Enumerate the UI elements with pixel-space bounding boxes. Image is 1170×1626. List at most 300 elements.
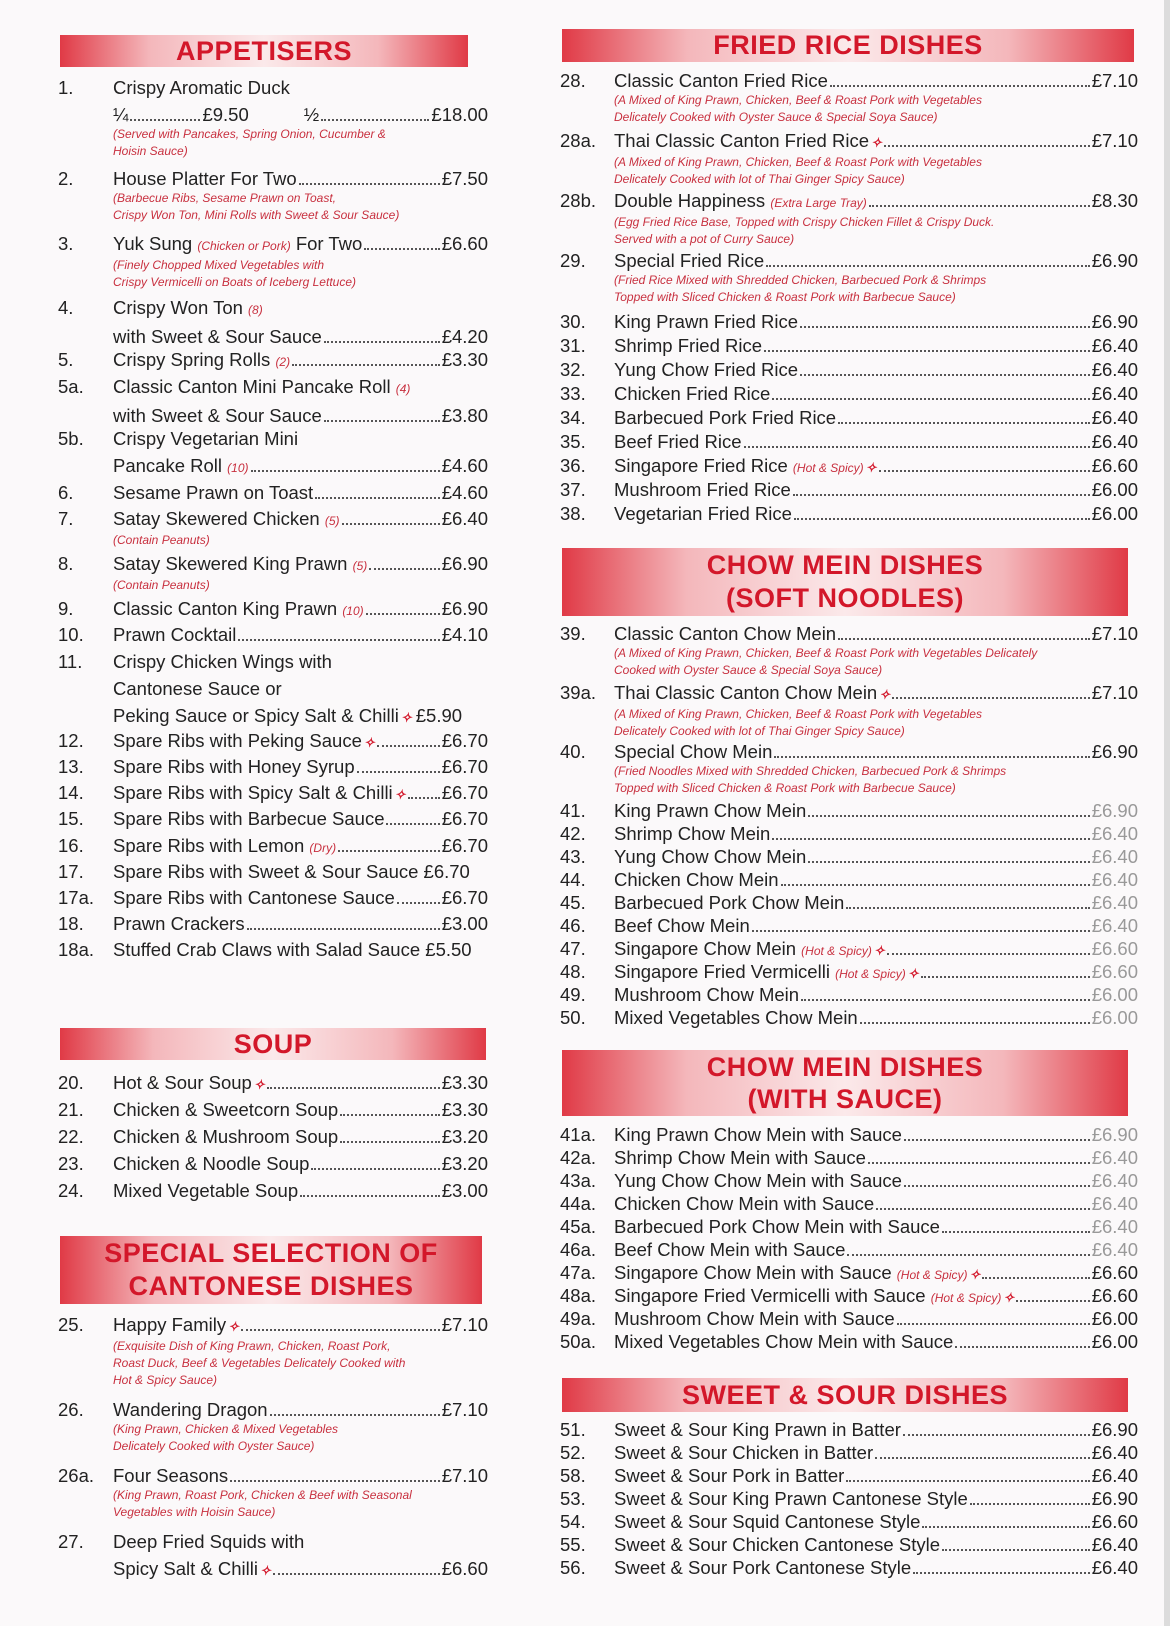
item-number: 27. — [58, 1531, 84, 1552]
dot-leader — [913, 1572, 1090, 1574]
item-price: £6.40 — [1091, 1465, 1138, 1486]
item-description: (Egg Fried Rice Base, Topped with Crispy Chicken Fillet & Crispy Duck. — [614, 215, 995, 229]
special-title-line2: CANTONESE DISHES — [128, 1271, 414, 1301]
item-name: Yung Chow Fried Rice — [614, 359, 799, 380]
dot-leader — [340, 1141, 440, 1143]
menu-item-53 — [560, 1488, 1138, 1510]
page-edge — [1164, 0, 1170, 1626]
item-name: £9.50 — [202, 104, 249, 125]
item-name: Prawn Crackers — [113, 913, 245, 934]
chili-icon: ✧ — [870, 135, 882, 150]
item-price: £6.90 — [1091, 1124, 1138, 1145]
menu-item-42 — [560, 823, 1138, 845]
item-tag: (Hot & Spicy) — [930, 1291, 1002, 1305]
dot-leader — [386, 823, 439, 825]
item-price: £6.90 — [441, 553, 488, 574]
item-name: Sweet & Sour Pork in Batter — [614, 1465, 845, 1486]
item-price: £3.00 — [441, 1180, 488, 1201]
item-name: Thai Classic Canton Chow Mein — [614, 682, 878, 703]
item-name: Crispy Won Ton — [113, 297, 243, 318]
item-number: 16. — [58, 835, 84, 856]
menu-item-30 — [560, 311, 1138, 333]
dot-leader — [251, 470, 440, 472]
item-price: £6.40 — [1091, 335, 1138, 356]
item-name: Singapore Fried Vermicelli — [614, 961, 830, 982]
dot-leader — [338, 850, 440, 852]
menu-item-50a — [560, 1331, 1138, 1353]
item-number: 22. — [58, 1126, 84, 1147]
menu-item-5a — [58, 376, 488, 427]
item-price: £6.90 — [1091, 1419, 1138, 1440]
menu-item-49a — [560, 1308, 1138, 1330]
menu-item-1 — [58, 77, 488, 160]
item-description: Hot & Spicy Sauce) — [113, 1373, 218, 1387]
menu-item-18 — [58, 913, 488, 935]
item-description: (A Mixed of King Prawn, Chicken, Beef & Roast Pork with Vegetables — [614, 707, 982, 721]
item-name: Mixed Vegetables Chow Mein with Sauce — [614, 1331, 954, 1352]
item-price: £3.80 — [441, 405, 488, 426]
dot-leader — [772, 838, 1089, 840]
dot-leader — [764, 350, 1090, 352]
dot-leader — [860, 1022, 1090, 1024]
dot-leader — [238, 639, 439, 641]
item-price: £6.40 — [1091, 383, 1138, 404]
item-name: Pancake Roll — [113, 455, 223, 476]
item-name: Singapore Fried Vermicelli with Sauce — [614, 1285, 926, 1306]
item-number: 5b. — [58, 428, 84, 449]
item-number: 47. — [560, 938, 586, 959]
item-name: Spare Ribs with Lemon — [113, 835, 305, 856]
item-number: 45. — [560, 892, 586, 913]
item-price: £6.40 — [441, 508, 488, 529]
menu-item-25 — [58, 1314, 488, 1389]
item-name: Satay Skewered Chicken — [113, 508, 320, 529]
item-price: £6.60 — [1091, 455, 1138, 476]
dot-leader — [321, 119, 429, 121]
chili-icon: ✧ — [394, 787, 406, 802]
menu-item-36 — [560, 455, 1138, 479]
item-number: 29. — [560, 250, 586, 271]
item-name: Barbecued Pork Chow Mein — [614, 892, 845, 913]
item-name: House Platter For Two — [113, 168, 297, 189]
item-description: Topped with Sliced Chicken & Roast Pork with Barbecue Sauce) — [614, 290, 956, 304]
dot-leader — [808, 861, 1089, 863]
menu-item-26a — [58, 1465, 488, 1521]
chili-icon: ✧ — [1003, 1290, 1015, 1305]
item-name: Wandering Dragon — [113, 1399, 268, 1420]
menu-item-5 — [58, 349, 488, 373]
menu-item-48a — [560, 1285, 1138, 1309]
menu-item-33 — [560, 383, 1138, 405]
item-name: Classic Canton King Prawn — [113, 598, 338, 619]
item-number: 50a. — [560, 1331, 597, 1352]
item-number: 5. — [58, 349, 74, 370]
item-number: 54. — [560, 1511, 586, 1532]
item-name: with Sweet & Sour Sauce — [113, 405, 322, 426]
dot-leader — [892, 697, 1090, 699]
soup-header — [60, 1028, 486, 1060]
item-name: Chicken Chow Mein — [614, 869, 779, 890]
item-name: Spare Ribs with Cantonese Sauce — [113, 887, 395, 908]
item-tag: (10) — [342, 604, 364, 618]
menu-item-46 — [560, 915, 1138, 937]
dot-leader — [366, 613, 440, 615]
item-name: Chicken Fried Rice — [614, 383, 771, 404]
item-number: 43. — [560, 846, 586, 867]
item-price: £3.00 — [441, 913, 488, 934]
dot-leader — [942, 1549, 1090, 1551]
item-price: £7.10 — [1091, 130, 1138, 151]
item-price: £7.10 — [1091, 70, 1138, 91]
item-name: Shrimp Fried Rice — [614, 335, 763, 356]
item-price: £6.40 — [1091, 915, 1138, 936]
item-number: 33. — [560, 383, 586, 404]
dot-leader — [846, 907, 1089, 909]
dot-leader — [324, 341, 440, 343]
menu-item-27 — [58, 1531, 488, 1582]
item-number: 26. — [58, 1399, 84, 1420]
item-name: ¼ — [113, 104, 129, 125]
item-price: £6.00 — [1091, 503, 1138, 524]
menu-item-34 — [560, 407, 1138, 429]
dot-leader — [847, 1254, 1089, 1256]
chili-icon: ✧ — [363, 735, 375, 750]
item-price: £6.40 — [1091, 431, 1138, 452]
item-number: 36. — [560, 455, 586, 476]
dot-leader — [241, 1329, 440, 1331]
item-name: Classic Canton Chow Mein — [614, 623, 837, 644]
menu-item-45 — [560, 892, 1138, 914]
item-tag: (5) — [324, 514, 340, 528]
item-number: 18a. — [58, 939, 95, 960]
item-number: 5a. — [58, 376, 84, 397]
item-price: £6.90 — [1091, 311, 1138, 332]
item-tag: (10) — [227, 461, 249, 475]
item-name: Sweet & Sour Pork Cantonese Style — [614, 1557, 912, 1578]
menu-item-52 — [560, 1442, 1138, 1464]
dot-leader — [772, 398, 1089, 400]
menu-item-41 — [560, 800, 1138, 822]
item-name: Chicken & Mushroom Soup — [113, 1126, 339, 1147]
item-description: Hoisin Sauce) — [113, 144, 188, 158]
item-name: Yuk Sung — [113, 233, 193, 254]
item-tag: (Hot & Spicy) — [792, 461, 864, 475]
menu-item-6 — [58, 482, 488, 504]
item-price: £6.00 — [1091, 479, 1138, 500]
item-price: £6.40 — [1091, 407, 1138, 428]
item-price: £4.20 — [441, 326, 488, 347]
item-name: Spare Ribs with Honey Syrup — [113, 756, 355, 777]
dot-leader — [781, 884, 1090, 886]
item-price: £7.10 — [1091, 623, 1138, 644]
item-name: Thai Classic Canton Fried Rice — [614, 130, 869, 151]
item-number: 58. — [560, 1465, 586, 1486]
item-price: £5.90 — [415, 705, 463, 726]
dot-leader — [800, 326, 1090, 328]
item-number: 23. — [58, 1153, 84, 1174]
menu-item-4 — [58, 297, 488, 348]
item-name: Shrimp Chow Mein with Sauce — [614, 1147, 866, 1168]
item-number: 34. — [560, 407, 586, 428]
item-number: 42a. — [560, 1147, 597, 1168]
item-price: £7.50 — [441, 168, 488, 189]
chow-mein-soft-header — [562, 548, 1128, 616]
dot-leader — [315, 497, 440, 499]
item-number: 26a. — [58, 1465, 95, 1486]
item-name: Spare Ribs with Peking Sauce — [113, 730, 362, 751]
item-description: Roast Duck, Beef & Vegetables Delicately Cooked with — [113, 1356, 406, 1370]
menu-item-38 — [560, 503, 1138, 525]
item-name: Sweet & Sour Chicken in Batter — [614, 1442, 874, 1463]
dot-leader — [942, 1231, 1090, 1233]
item-price: £3.30 — [441, 1072, 488, 1093]
item-price: £6.00 — [1091, 1308, 1138, 1329]
item-description: (Finely Chopped Mixed Vegetables with — [113, 258, 325, 272]
item-number: 1. — [58, 77, 74, 98]
menu-item-28 — [560, 70, 1138, 126]
menu-item-3 — [58, 233, 488, 291]
dot-leader — [970, 1503, 1090, 1505]
item-price: £6.40 — [1091, 1170, 1138, 1191]
dot-leader — [793, 494, 1090, 496]
dot-leader — [887, 953, 1090, 955]
item-price: £6.60 — [1091, 1285, 1138, 1306]
item-description: Served with a pot of Curry Sauce) — [614, 232, 795, 246]
dot-leader — [300, 1195, 440, 1197]
item-name: Peking Sauce or Spicy Salt & Chilli — [113, 705, 399, 726]
dot-leader — [364, 248, 439, 250]
item-name: Sweet & Sour Chicken Cantonese Style — [614, 1534, 940, 1555]
chow-sauce-title-line2: (WITH SAUCE) — [747, 1084, 943, 1114]
menu-item-40 — [560, 741, 1138, 797]
item-name: with Sweet & Sour Sauce — [113, 326, 322, 347]
menu-item-16 — [58, 835, 488, 859]
item-number: 31. — [560, 335, 586, 356]
item-price: £6.40 — [1091, 1216, 1138, 1237]
item-description: Crispy Won Ton, Mini Rolls with Sweet & Sour Sauce) — [113, 208, 400, 222]
menu-item-29 — [560, 250, 1138, 306]
item-description: (A Mixed of King Prawn, Chicken, Beef & Roast Pork with Vegetables Delicately — [614, 646, 1038, 660]
menu-item-31 — [560, 335, 1138, 357]
item-price: £6.40 — [1091, 1557, 1138, 1578]
item-price: £6.90 — [1091, 1488, 1138, 1509]
item-name: Singapore Chow Mein — [614, 938, 797, 959]
chili-icon: ✧ — [969, 1267, 981, 1282]
dot-leader — [868, 1162, 1090, 1164]
dot-leader — [904, 1185, 1090, 1187]
menu-item-49 — [560, 984, 1138, 1006]
item-number: 2. — [58, 168, 74, 189]
dot-leader — [846, 1480, 1089, 1482]
item-description: (Served with Pancakes, Spring Onion, Cucumber & — [113, 127, 386, 141]
item-description: Cooked with Oyster Sauce & Special Soya Sauce) — [614, 663, 883, 677]
menu-item-41a — [560, 1124, 1138, 1146]
menu-item-48 — [560, 961, 1138, 985]
item-number: 21. — [58, 1099, 84, 1120]
item-number: 6. — [58, 482, 74, 503]
item-name: Mixed Vegetable Soup — [113, 1180, 299, 1201]
item-price: £6.90 — [1091, 800, 1138, 821]
dot-leader — [369, 568, 439, 570]
menu-item-10 — [58, 624, 488, 646]
item-number: 35. — [560, 431, 586, 452]
dot-leader — [897, 1323, 1090, 1325]
item-description: Vegetables with Hoisin Sauce) — [113, 1505, 276, 1519]
item-price: £6.70 — [441, 808, 488, 829]
menu-item-14 — [58, 782, 488, 806]
dot-leader — [838, 638, 1090, 640]
menu-item-39a — [560, 682, 1138, 740]
item-number: 17a. — [58, 887, 95, 908]
dot-leader — [377, 745, 440, 747]
item-price: £3.20 — [441, 1126, 488, 1147]
soup-title: SOUP — [233, 1029, 313, 1059]
item-name: King Prawn Chow Mein — [614, 800, 807, 821]
item-price: £6.00 — [1091, 1331, 1138, 1352]
sweet-sour-title: SWEET & SOUR DISHES — [681, 1380, 1009, 1410]
item-name: Vegetarian Fried Rice — [614, 503, 792, 524]
menu-item-37 — [560, 479, 1138, 501]
item-name: Spare Ribs with Sweet & Sour Sauce — [113, 861, 419, 882]
dot-leader — [921, 976, 1090, 978]
menu-item-55 — [560, 1534, 1138, 1556]
item-number: 15. — [58, 808, 84, 829]
item-number: 9. — [58, 598, 74, 619]
item-description: Delicately Cooked with Oyster Sauce) — [113, 1439, 315, 1453]
dot-leader — [324, 420, 440, 422]
item-number: 48. — [560, 961, 586, 982]
item-number: 30. — [560, 311, 586, 332]
item-name: Special Chow Mein — [614, 741, 773, 762]
menu-item-44a — [560, 1193, 1138, 1215]
item-name: Stuffed Crab Claws with Salad Sauce — [113, 939, 421, 960]
item-description: Topped with Sliced Chicken & Roast Pork with Barbecue Sauce) — [614, 781, 956, 795]
dot-leader — [1016, 1300, 1089, 1302]
item-name: Mushroom Fried Rice — [614, 479, 791, 500]
item-number: 25. — [58, 1314, 84, 1335]
menu-item-51 — [560, 1419, 1138, 1441]
chili-icon: ✧ — [228, 1319, 239, 1334]
item-price: £3.30 — [441, 349, 488, 370]
item-price: £6.90 — [1091, 250, 1138, 271]
item-price: £6.60 — [1091, 1511, 1138, 1532]
item-tag: (Chicken or Pork) — [197, 239, 291, 253]
dot-leader — [801, 999, 1090, 1001]
menu-item-20 — [58, 1072, 488, 1096]
item-tag: (Hot & Spicy) — [835, 967, 906, 981]
item-number: 8. — [58, 553, 74, 574]
dot-leader — [267, 1087, 440, 1089]
item-name: Crispy Aromatic Duck — [113, 77, 290, 98]
item-price: £6.40 — [1091, 1534, 1138, 1555]
item-name: Chicken & Noodle Soup — [113, 1153, 310, 1174]
item-description: (A Mixed of King Prawn, Chicken, Beef & Roast Pork with Vegetables — [614, 93, 982, 107]
menu-item-43 — [560, 846, 1138, 868]
appetisers-header — [60, 35, 468, 67]
chow-mein-sauce-header — [562, 1050, 1128, 1116]
item-number: 18. — [58, 913, 84, 934]
item-price: £6.40 — [1091, 846, 1138, 867]
dot-leader — [922, 1526, 1089, 1528]
item-name: Double Happiness — [614, 190, 766, 211]
item-name: Barbecued Pork Chow Mein with Sauce — [614, 1216, 940, 1237]
chili-icon: ✧ — [259, 1563, 271, 1578]
menu-item-28a — [560, 130, 1138, 188]
item-price: £6.40 — [1091, 1442, 1138, 1463]
chow-soft-title-line1: CHOW MEIN DISHES — [706, 550, 984, 580]
dot-leader — [247, 928, 440, 930]
item-name: Beef Chow Mein with Sauce — [614, 1239, 846, 1260]
special-title-line1: SPECIAL SELECTION OF — [104, 1238, 438, 1268]
item-name: Chicken & Sweetcorn Soup — [113, 1099, 339, 1120]
item-tag: (5) — [352, 559, 368, 573]
item-name: Happy Family — [113, 1314, 227, 1335]
item-description: (Barbecue Ribs, Sesame Prawn on Toast, — [113, 191, 337, 205]
dot-leader — [774, 756, 1089, 758]
item-number: 38. — [560, 503, 586, 524]
item-name: For Two — [295, 233, 363, 254]
item-name: Four Seasons — [113, 1465, 229, 1486]
item-description: (Fried Rice Mixed with Shredded Chicken, Barbecued Pork & Shrimps — [614, 273, 987, 287]
item-number: 32. — [560, 359, 586, 380]
dot-leader — [955, 1346, 1089, 1348]
item-number: 37. — [560, 479, 586, 500]
item-name: Barbecued Pork Fried Rice — [614, 407, 837, 428]
item-name: ½ — [303, 104, 320, 125]
item-number: 46a. — [560, 1239, 597, 1260]
item-number: 10. — [58, 624, 84, 645]
menu-item-58 — [560, 1465, 1138, 1487]
sweet-sour-header — [562, 1378, 1128, 1412]
item-number: 28b. — [560, 190, 597, 211]
item-name: Special Fried Rice — [614, 250, 765, 271]
menu-item-54 — [560, 1511, 1138, 1533]
appetisers-title: APPETISERS — [175, 36, 353, 66]
item-number: 24. — [58, 1180, 84, 1201]
item-number: 17. — [58, 861, 84, 882]
menu-item-22 — [58, 1126, 488, 1148]
chili-icon: ✧ — [865, 460, 877, 475]
item-price: £4.10 — [441, 624, 488, 645]
item-description: (Fried Noodles Mixed with Shredded Chicken, Barbecued Pork & Shrimps — [614, 764, 1007, 778]
item-name: Cantonese Sauce or — [113, 678, 282, 699]
fried-rice-title: FRIED RICE DISHES — [713, 30, 983, 60]
dot-leader — [884, 145, 1090, 147]
item-name: Sweet & Sour Squid Cantonese Style — [614, 1511, 921, 1532]
item-tag: (Hot & Spicy) — [801, 944, 872, 958]
menu-item-17a — [58, 887, 488, 909]
item-name: Beef Chow Mein — [614, 915, 750, 936]
menu-item-12 — [58, 730, 488, 754]
item-name: Sweet & Sour King Prawn in Batter — [614, 1419, 901, 1440]
chili-icon: ✧ — [873, 943, 885, 958]
item-price: £6.70 — [423, 861, 470, 882]
menu-item-17 — [58, 861, 488, 883]
item-name: Chicken Chow Mein with Sauce — [614, 1193, 875, 1214]
item-price: £7.10 — [441, 1399, 488, 1420]
item-price: £4.60 — [441, 482, 488, 503]
item-price: £3.30 — [441, 1099, 488, 1120]
item-price: £6.70 — [441, 887, 488, 908]
item-name: Sesame Prawn on Toast — [113, 482, 314, 503]
menu-item-44 — [560, 869, 1138, 891]
item-number: 14. — [58, 782, 84, 803]
dot-leader — [904, 1139, 1090, 1141]
item-name: Crispy Vegetarian Mini — [113, 428, 299, 449]
item-name: Yung Chow Chow Mein — [614, 846, 807, 867]
menu-item-56 — [560, 1557, 1138, 1579]
item-name: Mixed Vegetables Chow Mein — [614, 1007, 858, 1028]
